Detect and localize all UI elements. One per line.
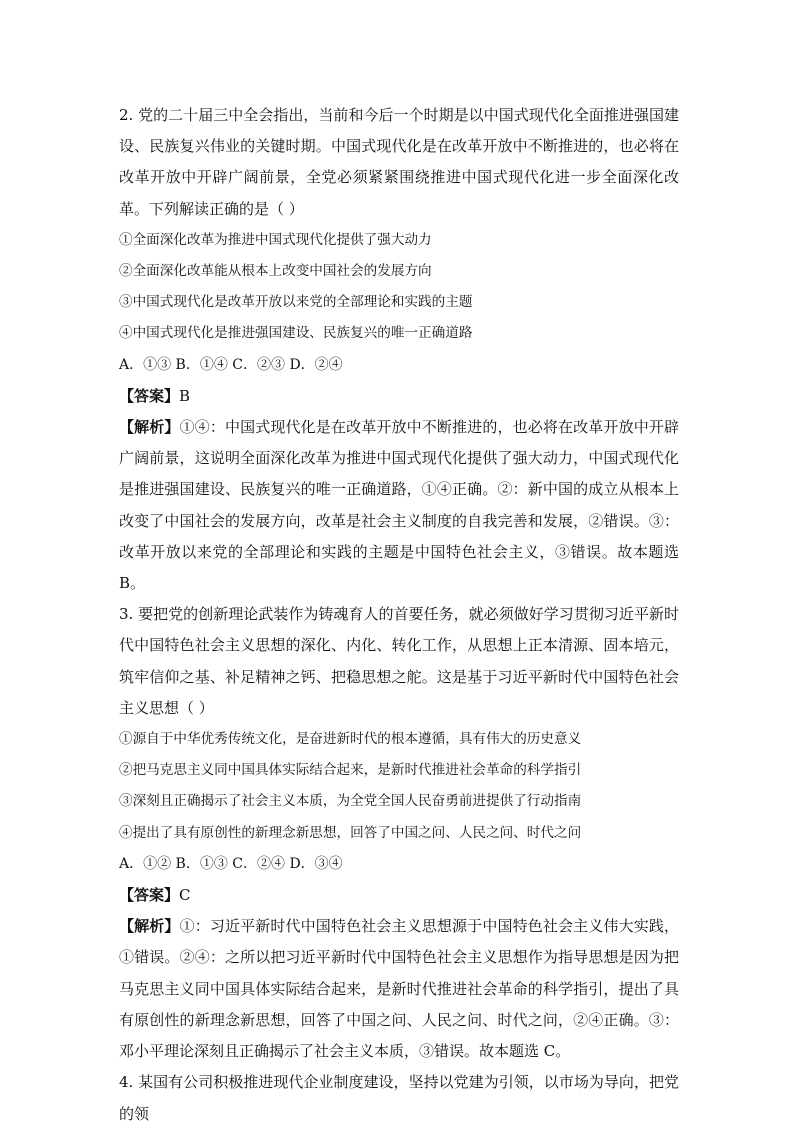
option-4: ④中国式现代化是推进强国建设、民族复兴的唯一正确道路 (119, 325, 473, 342)
analysis-text: ①：习近平新时代中国特色社会主义思想源于中国特色社会主义伟大实践，①错误。②④：之所以把习近平新时代中国特色社会主义思想作为指导思想是因为把马克思主义同中国具体实际结合起来，是新时代推进社会革命的科学指引，提出了具有原创性的新理念新思想，回答了中国之问、人民之问、时代之问，②④正确。③：邓小平理论深刻且正确揭示了社会主义本质，③错误。故本题选 C。 (119, 917, 679, 1061)
answer-value: B (179, 386, 191, 405)
option-3: ③深刻且正确揭示了社会主义本质，为全党全国人民奋勇前进提供了行动指南 (119, 793, 582, 810)
analysis-text: ①④：中国式现代化是在改革开放中不断推进的，也必将在改革开放中开辟广阔前景，这说明全面深化改革为推进中国式现代化提供了强大动力，中国式现代化是推进强国建设、民族复兴的唯一正确道路，①④正确。②：新中国的成立从根本上改变了中国社会的发展方向，改革是社会主义制度的自我完善和发展，②错误。③：改革开放以来党的全部理论和实践的主题是中国特色社会主义，③错误。故本题选 B。 (119, 418, 679, 593)
analysis-tag: 【解析】 (119, 917, 180, 936)
answer-line (119, 880, 679, 911)
option-4: ④提出了具有原创性的新理念新思想，回答了中国之问、人民之问、时代之问 (119, 824, 582, 841)
analysis (119, 412, 679, 599)
question-3 (119, 599, 679, 1067)
question-4-stem-partial: 4. 某国有公司积极推进现代企业制度建设，坚持以党建为引领，以市场为导向，把党的领 (119, 1073, 679, 1123)
question-2 (119, 100, 679, 599)
document-page (119, 100, 679, 1130)
analysis (119, 911, 679, 1067)
answer-line (119, 381, 679, 412)
option-2: ②全面深化改革能从根本上改变中国社会的发展方向 (119, 263, 432, 280)
option-2: ②把马克思主义同中国具体实际结合起来，是新时代推进社会革命的科学指引 (119, 762, 582, 779)
question-stem: 3. 要把党的创新理论武装作为铸魂育人的首要任务，就必须做好学习贯彻习近平新时代中国特色社会主义思想的深化、内化、转化工作，从思想上正本清源、固本培元，筑牢信仰之基、补足精神之钙、把稳思想之舵。这是基于习近平新时代中国特色社会主义思想（ ） (119, 605, 679, 717)
answer-value: C (179, 886, 191, 905)
option-1: ①全面深化改革为推进中国式现代化提供了强大动力 (119, 231, 432, 248)
answer-tag: 【答案】 (119, 886, 180, 905)
answer-choices: A．①③ B．①④ C．②③ D．②④ (119, 356, 343, 373)
answer-tag: 【答案】 (119, 386, 180, 405)
answer-choices: A．①② B．①③ C．②④ D．③④ (119, 855, 343, 872)
option-1: ①源自于中华优秀传统文化，是奋进新时代的根本遵循，具有伟大的历史意义 (119, 731, 582, 748)
analysis-tag: 【解析】 (119, 418, 180, 437)
question-stem: 2. 党的二十届三中全会指出，当前和今后一个时期是以中国式现代化全面推进强国建设、民族复兴伟业的关键时期。中国式现代化是在改革开放中不断推进的，也必将在改革开放中开辟广阔前景，全党必须紧紧围绕推进中国式现代化进一步全面深化改革。下列解读正确的是（ ） (119, 106, 679, 218)
option-3: ③中国式现代化是改革开放以来党的全部理论和实践的主题 (119, 294, 473, 311)
